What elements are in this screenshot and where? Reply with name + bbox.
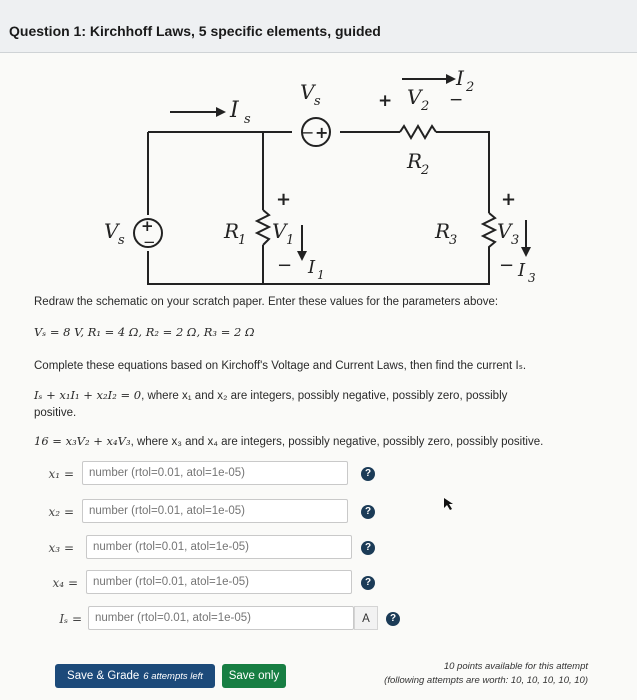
question-title: Question 1: Kirchhoff Laws, 5 specific elements, guided: [9, 23, 381, 39]
resistor-r1: [257, 210, 269, 245]
label-i1-sub: 1: [317, 268, 325, 282]
label-v1: V: [272, 219, 287, 243]
label-r3: R: [435, 219, 451, 243]
arrowhead-is: [216, 107, 226, 117]
help-icon-x1[interactable]: ?: [361, 467, 375, 481]
label-i2: I: [456, 66, 464, 90]
help-icon-is[interactable]: ?: [386, 612, 400, 626]
arrowhead-i2: [446, 74, 456, 84]
input-x1[interactable]: [82, 461, 348, 485]
equation-1-math: Iₛ + x₁I₁ + x₂I₂ = 0: [34, 388, 142, 402]
unit-label-amperes: A: [354, 606, 378, 630]
label-r1-sub: 1: [238, 233, 247, 248]
v3-plus: +: [501, 189, 517, 210]
label-x1: x₁ =: [48, 467, 74, 481]
equation-2-math: 16 = x₃V₂ + x₄V₃: [34, 434, 131, 448]
equation-1-text: , where x₁ and x₂ are integers, possibly negative, possibly zero, possibly: [141, 390, 508, 402]
parameter-values: Vₛ = 8 V, R₁ = 4 Ω, R₂ = 2 Ω, R₃ = 2 Ω: [34, 325, 255, 339]
help-icon-x2[interactable]: ?: [361, 505, 375, 519]
label-i3-sub: 3: [528, 271, 536, 285]
arrowhead-i1: [297, 251, 307, 261]
help-icon-x4[interactable]: ?: [361, 576, 375, 590]
instruction-complete: Complete these equations based on Kirchoff's Voltage and Current Laws, then find the current Iₛ.: [34, 360, 527, 372]
v1-plus: +: [276, 189, 292, 210]
v3-minus: −: [499, 255, 515, 276]
input-x3[interactable]: [86, 535, 352, 559]
vs-top-minus: −: [301, 123, 315, 142]
instruction-redraw: Redraw the schematic on your scratch paper. Enter these values for the parameters above:: [34, 296, 499, 308]
vs-top-plus: +: [315, 123, 329, 142]
save-and-grade-button[interactable]: [55, 664, 215, 688]
input-is[interactable]: [88, 606, 354, 630]
wire-top-far-right: [436, 132, 489, 178]
input-x4[interactable]: [86, 570, 352, 594]
v1-minus: −: [277, 255, 293, 276]
wire-left: [148, 132, 489, 284]
question-header: [0, 0, 637, 53]
label-i3: I: [518, 260, 526, 281]
label-v1-sub: 1: [286, 233, 295, 248]
arrowhead-i3: [521, 247, 531, 257]
label-v3: V: [497, 219, 512, 243]
v2-minus: −: [449, 90, 464, 110]
attempts-left-label: 6 attempts left: [143, 671, 203, 682]
label-is: I: [230, 98, 239, 123]
label-is-answer: Iₛ =: [59, 612, 82, 626]
label-vs-left: V: [104, 219, 119, 243]
help-icon-x3[interactable]: ?: [361, 541, 375, 555]
label-x4: x₄ =: [52, 576, 78, 590]
resistor-r3: [483, 213, 495, 273]
equation-2: [34, 434, 604, 448]
label-i2-sub: 2: [466, 80, 475, 95]
points-following: (following attempts are worth: 10, 10, 10, 10, 10): [384, 675, 588, 686]
label-v3-sub: 3: [511, 233, 520, 248]
points-available: 10 points available for this attempt: [443, 661, 588, 672]
label-x3: x₃ =: [48, 541, 74, 555]
label-vs-top: V: [300, 80, 315, 104]
equation-2-text: , where x₃ and x₄ are integers, possibly negative, possibly zero, possibly positive.: [130, 436, 544, 448]
equation-1-continued: positive.: [34, 407, 77, 419]
circuit-diagram: [0, 55, 637, 295]
save-only-button[interactable]: Save only: [222, 664, 286, 688]
resistor-r2: [400, 126, 436, 138]
label-r2-sub: 2: [421, 163, 430, 178]
label-r3-sub: 3: [449, 233, 458, 248]
label-r1: R: [224, 219, 240, 243]
vs-left-minus: −: [143, 233, 156, 251]
label-v2-sub: 2: [421, 99, 430, 114]
save-and-grade-label: Save & Grade: [67, 670, 140, 682]
label-vs-left-sub: s: [118, 233, 125, 248]
v2-plus: +: [378, 91, 393, 111]
input-x2[interactable]: [82, 499, 348, 523]
label-vs-top-sub: s: [314, 94, 321, 109]
label-x2: x₂ =: [48, 505, 74, 519]
label-i1: I: [308, 257, 316, 278]
vs-left-plus: +: [141, 217, 154, 235]
label-v2: V: [407, 85, 422, 109]
equation-1: [34, 388, 594, 402]
mouse-cursor-icon: [443, 497, 455, 511]
label-r2: R: [407, 149, 423, 173]
label-is-sub: s: [244, 112, 251, 127]
